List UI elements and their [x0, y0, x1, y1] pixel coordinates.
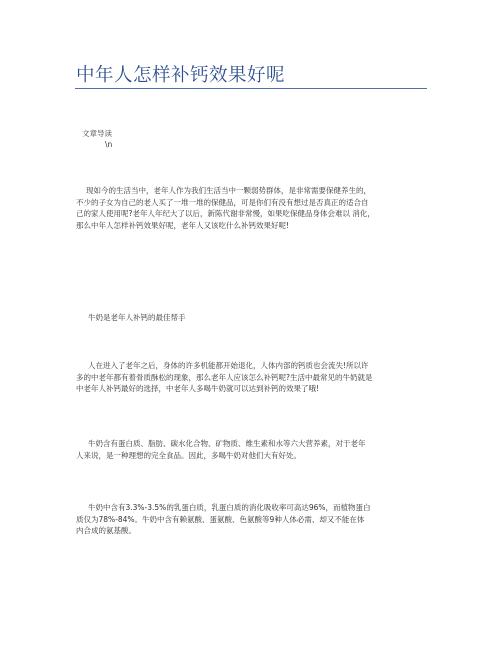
- body-line: 质仅为78%-84%。牛奶中含有赖氨酸、蛋氨酸、色氨酸等9种人体必需、却又不能在体: [76, 514, 365, 524]
- body-line: 内合成的氨基酸。: [76, 526, 136, 535]
- section-heading: 牛奶是老年人补钙的最佳帮手: [88, 313, 186, 322]
- body-line: 人来说，是一种理想的完全食品。因此，多喝牛奶对他们大有好处。: [76, 450, 301, 460]
- body-paragraph: [76, 502, 431, 537]
- title-underline: [75, 88, 427, 89]
- body-line: 多的中老年都有着骨质酥松的现象，那么老年人应该怎么补钙呢?生活中最常见的牛奶就是: [76, 372, 373, 382]
- body-line: 中老年人补钙最好的选择，中老年人多喝牛奶就可以达到补钙的效果了哦!: [76, 384, 320, 393]
- intro-line: 现如今的生活当中，老年人作为我们生活当中一颗弱势群体，是非常需要保健养生的，: [86, 186, 371, 195]
- body-line: 牛奶含有蛋白质、脂肪、碳水化合物、矿物质、维生素和水等六大营养素，对于老年: [88, 439, 366, 448]
- document-title: 中年人怎样补钙效果好呢: [76, 65, 286, 86]
- body-paragraph: [76, 438, 431, 461]
- intro-line: 己的家人使用呢?老年人年纪大了以后，新陈代谢非常慢，如果吃保健品身体会难以 消化，: [76, 209, 375, 218]
- body-line: 牛奶中含有3.3%-3.5%的乳蛋白质，乳蛋白质的消化吸收率可高达96%，而植物蛋白: [88, 503, 371, 512]
- escape-sequence-text: \n: [105, 140, 113, 149]
- article-guide-label: 文章导读: [82, 129, 112, 138]
- body-paragraph: [76, 360, 431, 395]
- intro-paragraph: [76, 185, 431, 231]
- body-line: 人在进入了老年之后，身体的许多机能都开始退化，人体内部的钙质也会流失!所以许: [88, 361, 369, 370]
- intro-line: 不少的子女为自己的老人买了一堆一堆的保健品，可是你们有没有想过是否真正的适合自: [76, 197, 369, 207]
- intro-line: 那么中年人怎样补钙效果好呢，老年人又该吃什么补钙效果好呢!: [76, 220, 290, 230]
